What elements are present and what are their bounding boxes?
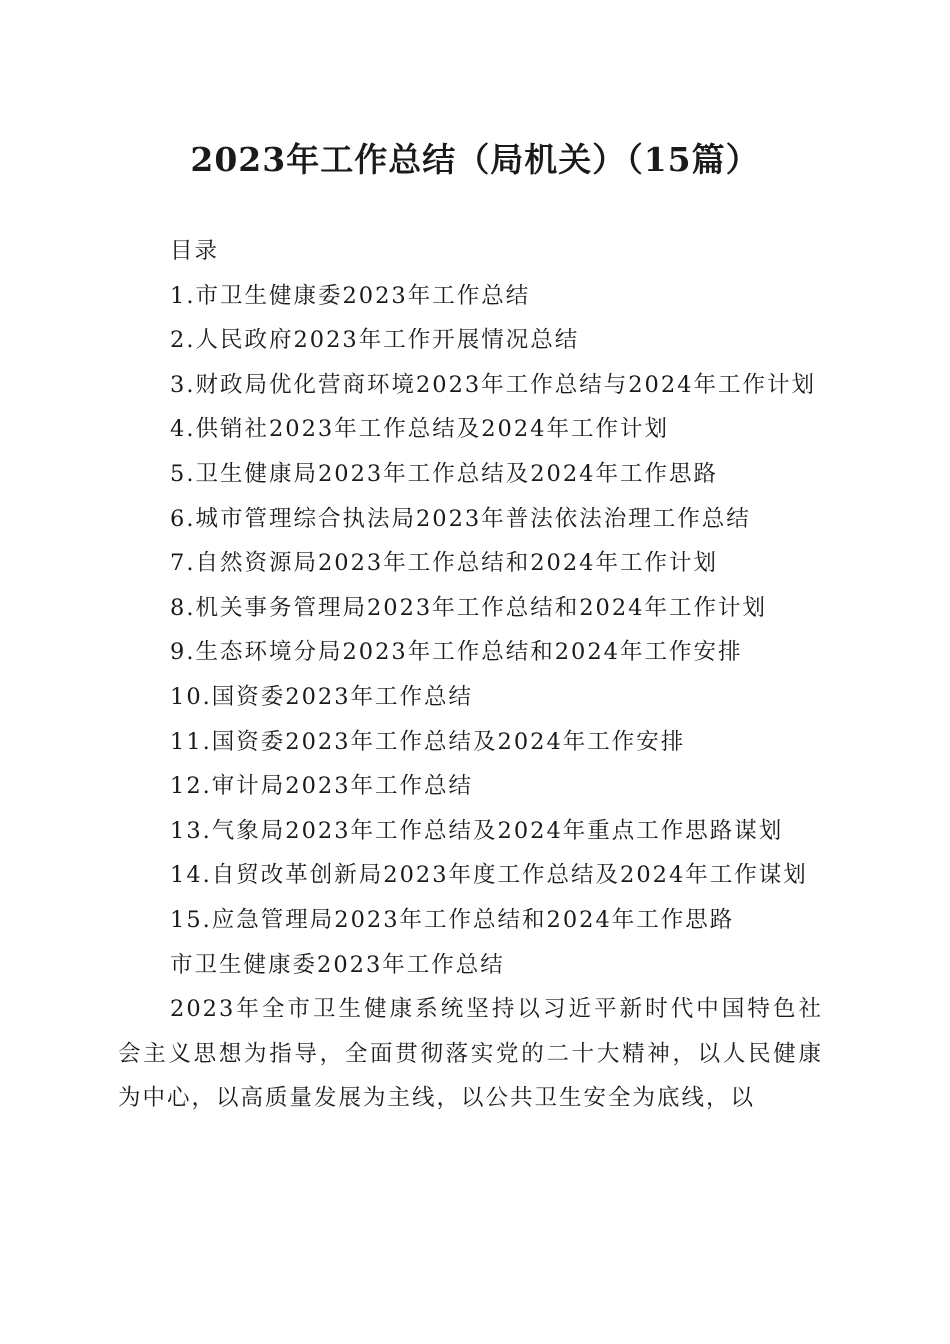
toc-item: 11.国资委2023年工作总结及2024年工作安排 bbox=[170, 728, 686, 755]
toc-item: 4.供销社2023年工作总结及2024年工作计划 bbox=[170, 416, 669, 443]
toc-item: 15.应急管理局2023年工作总结和2024年工作思路 bbox=[170, 906, 735, 933]
document-title: 2023年工作总结（局机关）（15篇） bbox=[190, 140, 760, 179]
toc-item: 2.人民政府2023年工作开展情况总结 bbox=[170, 327, 580, 354]
toc-item: 12.审计局2023年工作总结 bbox=[170, 773, 474, 800]
toc-item: 13.气象局2023年工作总结及2024年重点工作思路谋划 bbox=[170, 817, 784, 844]
toc-item: 9.生态环境分局2023年工作总结和2024年工作安排 bbox=[170, 639, 743, 666]
toc-item: 6.城市管理综合执法局2023年普法依法治理工作总结 bbox=[170, 505, 751, 532]
document-body bbox=[118, 229, 823, 1121]
toc-item: 1.市卫生健康委2023年工作总结 bbox=[170, 282, 531, 309]
toc-item: 7.自然资源局2023年工作总结和2024年工作计划 bbox=[170, 550, 718, 577]
toc-item: 10.国资委2023年工作总结 bbox=[170, 683, 474, 710]
section-paragraph: 2023年全市卫生健康系统坚持以习近平新时代中国特色社会主义思想为指导，全面贯彻落实党的二十大精神，以人民健康为中心，以高质量发展为主线，以公共卫生安全为底线，以 bbox=[118, 996, 823, 1112]
toc-item: 8.机关事务管理局2023年工作总结和2024年工作计划 bbox=[170, 594, 767, 621]
toc-heading: 目录 bbox=[170, 238, 220, 264]
toc-item: 5.卫生健康局2023年工作总结及2024年工作思路 bbox=[170, 460, 718, 487]
table-of-contents bbox=[118, 274, 823, 943]
toc-item: 3.财政局优化营商环境2023年工作总结与2024年工作计划 bbox=[170, 371, 816, 398]
toc-item: 14.自贸改革创新局2023年度工作总结及2024年工作谋划 bbox=[170, 862, 808, 889]
section-heading: 市卫生健康委2023年工作总结 bbox=[170, 951, 505, 978]
